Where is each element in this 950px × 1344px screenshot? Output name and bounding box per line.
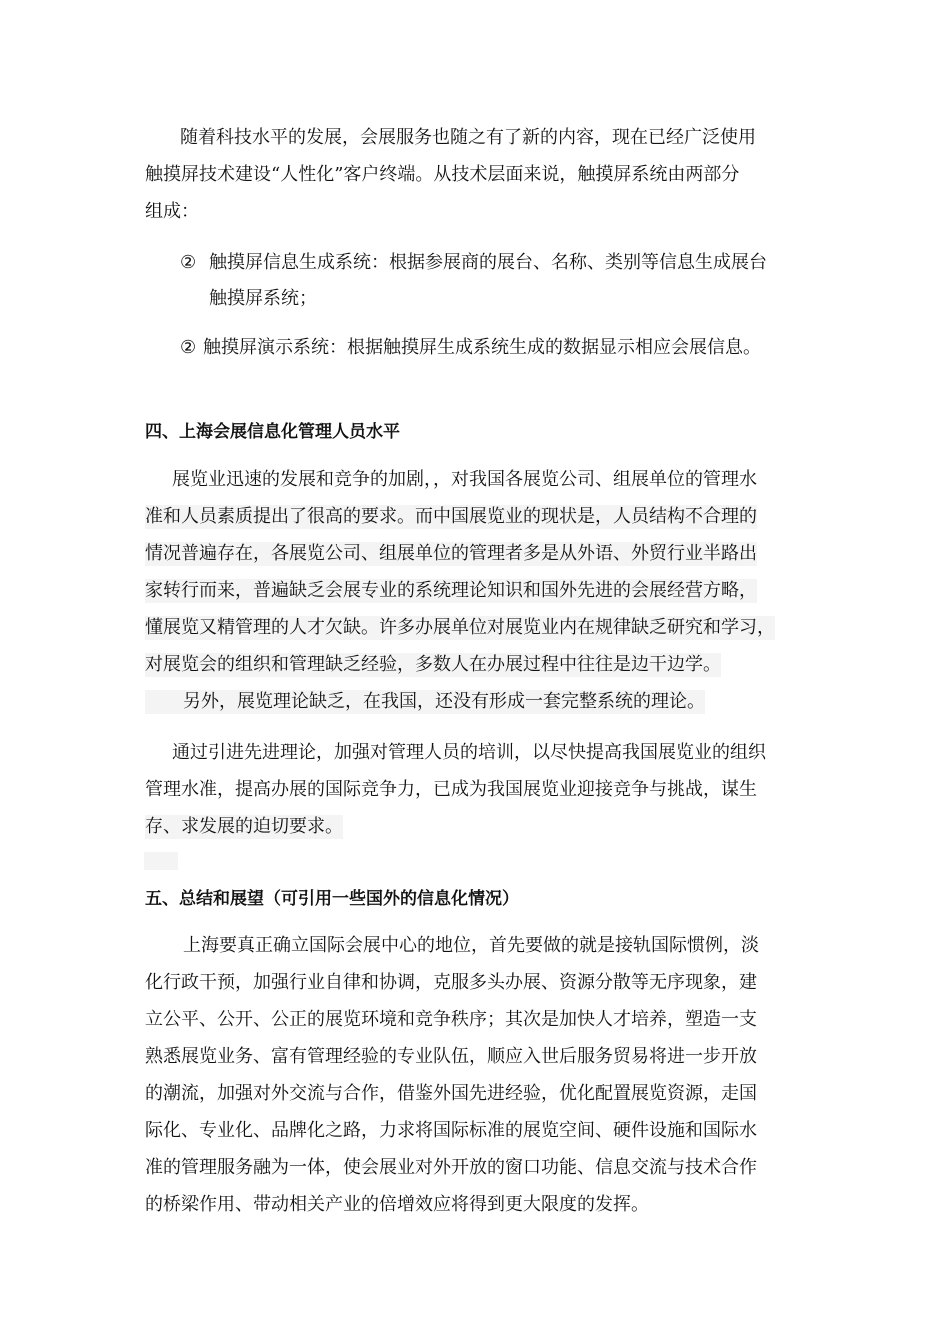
paragraph-line: 上海要真正确立国际会展中心的地位，首先要做的就是接轨国际惯例，淡 xyxy=(183,935,759,956)
paragraph-line: 熟悉展览业务、富有管理经验的专业队伍，顺应入世后服务贸易将进一步开放 xyxy=(145,1046,757,1067)
paragraph-line: 立公平、公开、公正的展览环境和竞争秩序；其次是加快人才培养，塑造一支 xyxy=(145,1009,757,1030)
paragraph-line: 的潮流，加强对外交流与合作，借鉴外国先进经验，优化配置展览资源，走国 xyxy=(145,1083,757,1104)
paragraph-line: 管理水准，提高办展的国际竞争力，已成为我国展览业迎接竞争与挑战，谋生 xyxy=(145,779,757,800)
paragraph-line: 际化、专业化、品牌化之路，力求将国际标准的展览空间、硬件设施和国际水 xyxy=(145,1120,757,1141)
section-heading: 五、总结和展望（可引用一些国外的信息化情况） xyxy=(145,889,519,909)
paragraph-line: 准的管理服务融为一体，使会展业对外开放的窗口功能、信息交流与技术合作 xyxy=(145,1157,757,1178)
paragraph-line: 随着科技水平的发展，会展服务也随之有了新的内容，现在已经广泛使用 xyxy=(180,127,756,148)
paragraph-line: 化行政干预，加强行业自律和协调，克服多头办展、资源分散等无序现象，建 xyxy=(145,972,757,993)
paragraph-line: 准和人员素质提出了很高的要求。而中国展览业的现状是，人员结构不合理的 xyxy=(145,506,757,527)
list-item-line: 触摸屏演示系统：根据触摸屏生成系统生成的数据显示相应会展信息。 xyxy=(203,337,761,358)
paragraph-line: 触摸屏技术建设“人性化”客户终端。从技术层面来说，触摸屏系统由两部分 xyxy=(145,164,740,185)
shaded-blank-line xyxy=(144,852,178,870)
paragraph-line: 对展览会的组织和管理缺乏经验，多数人在办展过程中往往是边干边学。 xyxy=(145,654,721,675)
paragraph-line: 组成： xyxy=(145,201,199,222)
list-item-marker: ② xyxy=(180,252,197,273)
paragraph-line: 通过引进先进理论，加强对管理人员的培训，以尽快提高我国展览业的组织 xyxy=(172,742,766,763)
list-item-line: 触摸屏系统； xyxy=(209,288,317,309)
paragraph-line: 另外，展览理论缺乏，在我国，还没有形成一套完整系统的理论。 xyxy=(145,690,705,714)
paragraph-line: 懂展览又精管理的人才欠缺。许多办展单位对展览业内在规律缺乏研究和学习， xyxy=(145,617,775,638)
section-heading: 四、上海会展信息化管理人员水平 xyxy=(145,422,400,442)
paragraph-line: 存、求发展的迫切要求。 xyxy=(145,816,343,837)
paragraph-line: 的桥梁作用、带动相关产业的倍增效应将得到更大限度的发挥。 xyxy=(145,1194,649,1215)
paragraph-line: 展览业迅速的发展和竞争的加剧，，对我国各展览公司、组展单位的管理水 xyxy=(172,469,757,490)
list-item-line: 触摸屏信息生成系统：根据参展商的展台、名称、类别等信息生成展台 xyxy=(209,252,767,273)
paragraph-line: 情况普遍存在，各展览公司、组展单位的管理者多是从外语、外贸行业半路出 xyxy=(145,543,757,564)
list-item-marker: ② xyxy=(180,337,197,358)
paragraph-line: 家转行而来，普遍缺乏会展专业的系统理论知识和国外先进的会展经营方略， xyxy=(145,580,757,601)
